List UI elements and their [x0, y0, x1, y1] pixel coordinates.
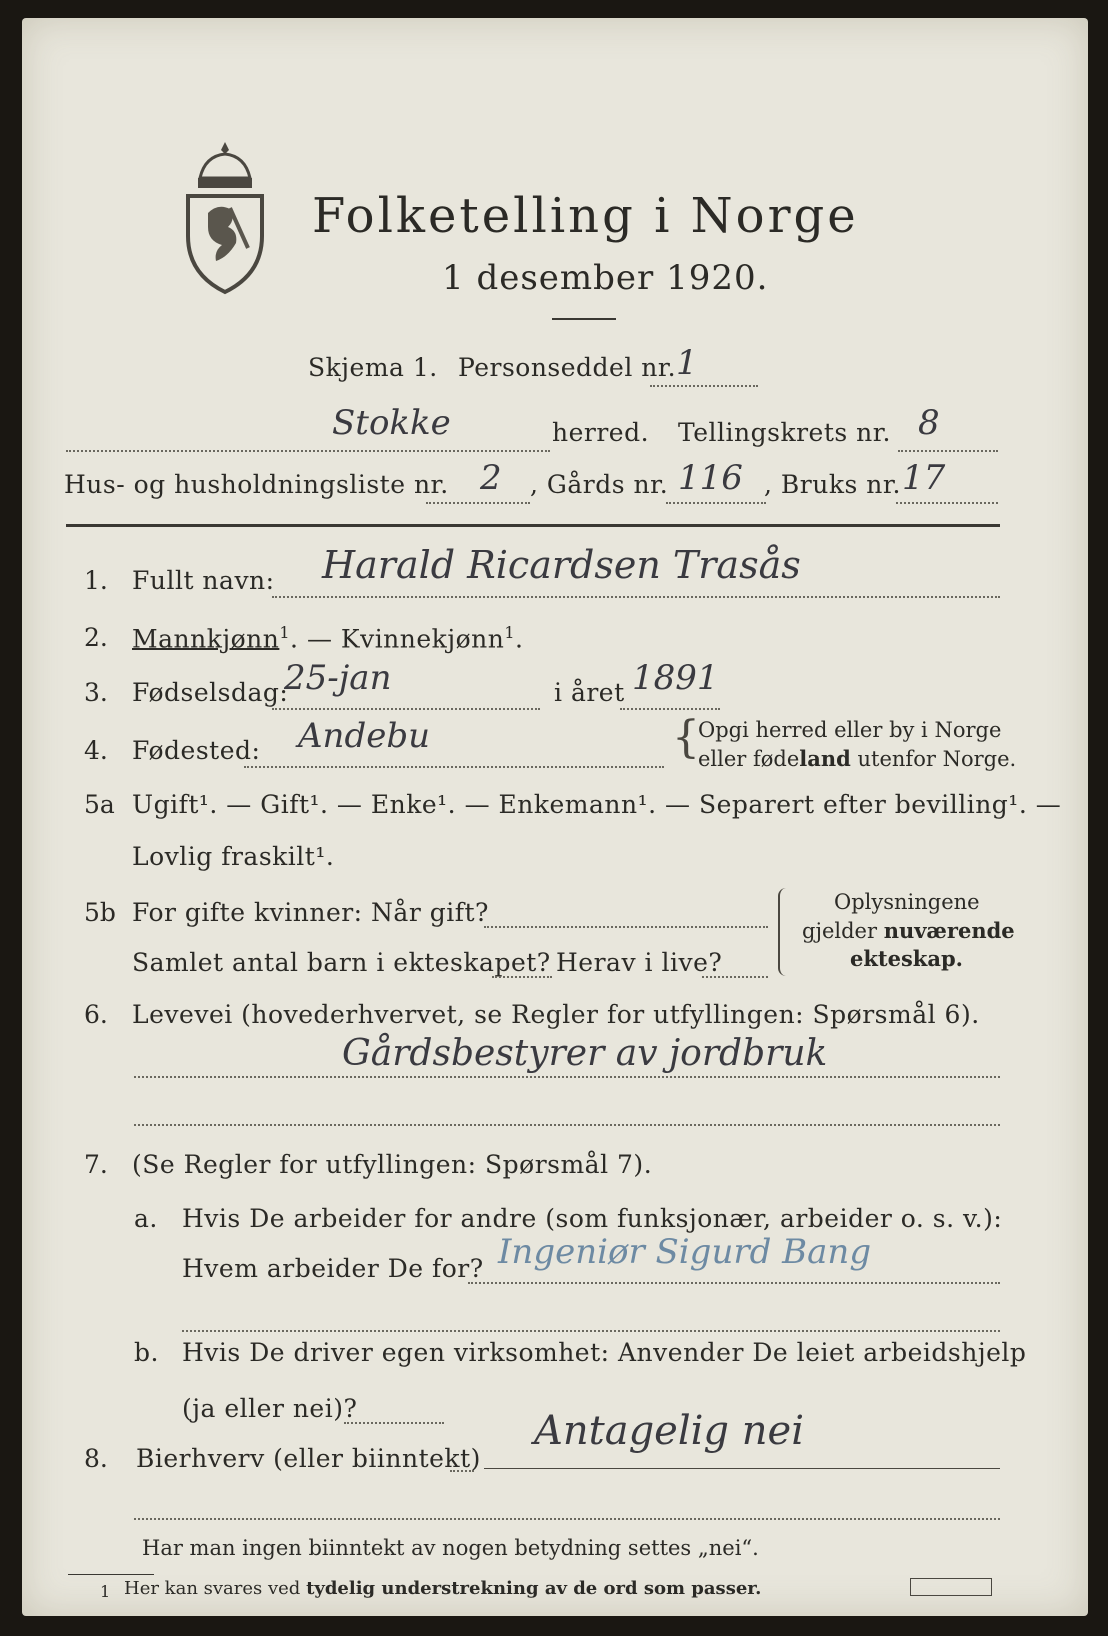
mannkjonn-option[interactable]: Mannkjønn: [132, 624, 280, 654]
q4-birthplace-value[interactable]: Andebu: [298, 716, 430, 756]
footnote-marker: 1: [279, 623, 291, 642]
q1-fullname-value[interactable]: Harald Ricardsen Trasås: [322, 543, 801, 587]
q5b-when-married-field: [484, 926, 768, 928]
q8-label: Bierhverv (eller biinntekt): [136, 1444, 481, 1473]
q4-number: 4.: [84, 736, 108, 765]
husliste-field-line: [426, 502, 530, 504]
q3-field-line: [272, 708, 540, 710]
tellingskrets-value[interactable]: 8: [918, 403, 940, 443]
personseddel-value[interactable]: 1: [676, 343, 698, 383]
q4-note-part: utenfor Norge.: [850, 747, 1017, 771]
q4-note-line2: [698, 746, 1016, 771]
q5b-children-label: Samlet antal barn i ekteskapet?: [132, 948, 551, 977]
q4-field-line: [244, 766, 664, 768]
q6-number: 6.: [84, 1000, 108, 1029]
q2-separator: . —: [290, 624, 341, 654]
q2-options: [132, 623, 523, 653]
gards-label: , Gårds nr.: [530, 470, 669, 499]
q4-label: Fødested:: [132, 736, 261, 765]
q5a-options-line2[interactable]: Lovlig fraskilt¹.: [132, 842, 335, 871]
q7a-letter: a.: [134, 1204, 158, 1233]
printer-stamp-icon: [910, 1578, 992, 1596]
tellingskrets-label: Tellingskrets nr.: [678, 418, 891, 447]
bruks-field-line: [896, 502, 998, 504]
personseddel-field-line: [650, 385, 758, 387]
q5b-children-field: [492, 976, 552, 978]
herred-label: herred.: [552, 418, 650, 447]
husliste-label: Hus- og husholdningsliste nr.: [64, 470, 449, 499]
q8-dots: [450, 1470, 474, 1472]
header-divider: [66, 524, 1000, 527]
q4-brace: {: [672, 712, 700, 763]
footnote-bold: tydelig understrekning av de ord som passer.: [306, 1578, 762, 1599]
q8-field-line: [484, 1468, 1000, 1469]
footer-note: Har man ingen biinntekt av nogen betydning settes „nei“.: [142, 1536, 759, 1560]
q3-number: 3.: [84, 678, 108, 707]
q5b-note-line1: Oplysningene: [834, 890, 980, 914]
q6-label: Levevei (hovederhvervet, se Regler for utfyllingen: Spørsmål 6).: [132, 1000, 980, 1029]
q7b-letter: b.: [134, 1338, 159, 1367]
q5a-number: 5a: [84, 790, 115, 819]
q5b-alive-label: Herav i live?: [556, 948, 723, 977]
q1-label: Fullt navn:: [132, 566, 275, 595]
personseddel-label: Personseddel nr.: [458, 353, 677, 382]
title-divider: [552, 318, 616, 320]
footnote-marker: 1: [504, 623, 516, 642]
q8-field-line2: [134, 1518, 1000, 1520]
q6-field-line1: [134, 1076, 1000, 1078]
q4-note-line1: Opgi herred eller by i Norge: [698, 718, 1002, 742]
bruks-label: , Bruks nr.: [764, 470, 901, 499]
q7a-employer-value[interactable]: Ingeniør Sigurd Bang: [498, 1232, 872, 1272]
census-form: [22, 18, 1088, 1616]
q6-field-line2: [134, 1124, 1000, 1126]
q7a-employer-field: [468, 1282, 1000, 1284]
footnote-number: 1: [100, 1582, 111, 1601]
kvinnekjonn-option[interactable]: Kvinnekjønn: [340, 624, 505, 654]
herred-field-line: [66, 450, 550, 452]
herred-value[interactable]: Stokke: [332, 403, 451, 443]
q5b-when-married-label: For gifte kvinner: Når gift?: [132, 898, 489, 927]
q7a-employer-label: Hvem arbeider De for?: [182, 1254, 484, 1283]
q3-label: Fødselsdag:: [132, 678, 289, 707]
tellingskrets-field-line: [898, 450, 998, 452]
q5a-options[interactable]: Ugift¹. — Gift¹. — Enke¹. — Enkemann¹. — Separert efter bevilling¹. —: [132, 790, 1062, 819]
q7a-field-line2: [182, 1330, 1000, 1332]
q7b-answer-label: (ja eller nei)?: [182, 1394, 358, 1423]
q5b-note-line2: [802, 918, 1015, 943]
q3-year-label: i året: [554, 678, 625, 707]
q6-occupation-value[interactable]: Gårdsbestyrer av jordbruk: [342, 1033, 828, 1074]
q5b-note-bold: nuværende: [883, 918, 1015, 943]
gards-field-line: [666, 502, 766, 504]
footnote-text: [124, 1578, 761, 1599]
q5b-note-bracket: [778, 888, 790, 976]
q3-birthday-value[interactable]: 25-jan: [284, 658, 392, 698]
bruks-value[interactable]: 17: [902, 458, 946, 498]
q7-label: (Se Regler for utfyllingen: Spørsmål 7).: [132, 1150, 653, 1179]
q7b-answer-field: [344, 1422, 444, 1424]
coat-of-arms-icon: [180, 138, 270, 298]
q5b-number: 5b: [84, 898, 116, 927]
gards-value[interactable]: 116: [678, 458, 743, 498]
q8-value[interactable]: Antagelig nei: [534, 1408, 804, 1454]
footnote-rule: [68, 1574, 154, 1575]
q1-number: 1.: [84, 566, 108, 595]
husliste-value[interactable]: 2: [480, 458, 502, 498]
q5b-alive-field: [702, 976, 768, 978]
form-date: 1 desember 1920.: [442, 258, 769, 298]
q7-number: 7.: [84, 1150, 108, 1179]
q2-number: 2.: [84, 623, 108, 652]
q5b-note-line3: ekteskap.: [850, 946, 963, 971]
q5b-note-part: gjelder: [802, 919, 884, 943]
q4-note-bold: land: [799, 746, 851, 771]
footnote-part: Her kan svares ved: [124, 1578, 307, 1599]
q3-year-field-line: [620, 708, 720, 710]
q8-number: 8.: [84, 1444, 108, 1473]
q7a-question: Hvis De arbeider for andre (som funksjonær, arbeider o. s. v.):: [182, 1204, 1003, 1233]
form-title: Folketelling i Norge: [312, 188, 859, 244]
q7b-question: Hvis De driver egen virksomhet: Anvender De leiet arbeidshjelp: [182, 1338, 1027, 1367]
q4-note-part: eller føde: [698, 747, 800, 771]
q2-end: .: [515, 624, 524, 654]
skjema-label: Skjema 1.: [308, 353, 438, 382]
q1-field-line: [272, 596, 1000, 598]
q3-year-value[interactable]: 1891: [632, 658, 719, 698]
